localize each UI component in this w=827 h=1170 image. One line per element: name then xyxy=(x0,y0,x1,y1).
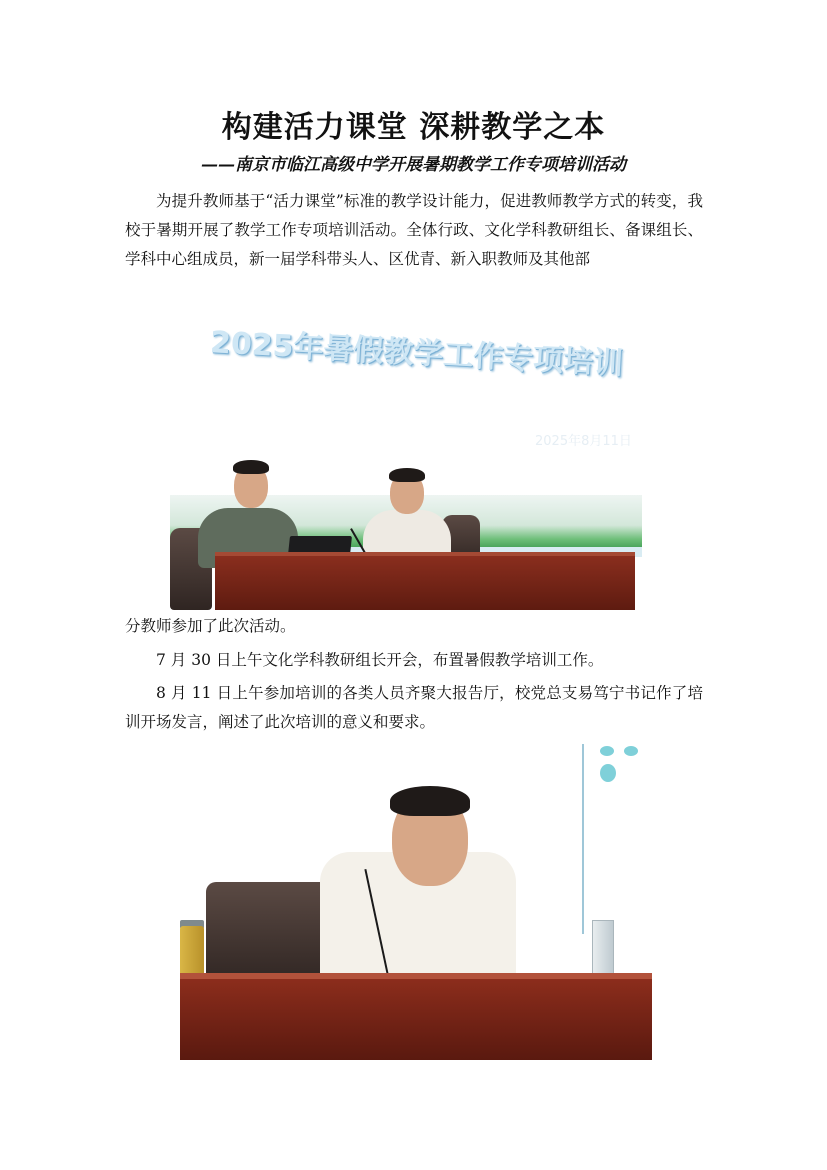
photo-speaker xyxy=(180,744,652,1060)
person-right-hair xyxy=(389,468,425,482)
screen-edge-line xyxy=(582,744,584,934)
paragraph-continued: 分教师参加了此次活动。 xyxy=(125,617,296,635)
paragraph-august-training: 8 月 11 日上午参加培训的各类人员齐聚大报告厅，校党总支易笃宁书记作了培训开场发言，阐述了此次培训的意义和要求。 xyxy=(125,684,703,731)
article-subtitle: ——南京市临江高级中学开展暑期教学工作专项培训活动 xyxy=(201,155,626,175)
water-glass xyxy=(592,920,614,976)
decor-dot xyxy=(600,764,616,782)
water-bottle xyxy=(180,926,204,978)
paragraph-july-meeting: 7 月 30 日上午文化学科教研组长开会，布置暑假教学培训工作。 xyxy=(156,651,604,669)
banner-date: 2025年8月11日 xyxy=(535,434,632,449)
decor-dot xyxy=(600,746,614,756)
article-title: 构建活力课堂 深耕教学之本 xyxy=(221,110,606,145)
person-left-hair xyxy=(233,460,269,474)
decor-dot xyxy=(624,746,638,756)
desk xyxy=(180,979,652,1060)
paragraph-intro: 为提升教师基于“活力课堂”标准的教学设计能力，促进教师教学方式的转变，我校于暑期开展了教学工作专项培训活动。全体行政、文化学科教研组长、备课组长、学科中心组成员，新一届学科带头人、区优青、新入职教师及其他部 xyxy=(125,192,703,268)
chair xyxy=(206,882,334,986)
speaker-hair xyxy=(390,786,470,816)
desk xyxy=(215,556,635,610)
banner-title: 2025年暑假教学工作专项培训 xyxy=(209,325,624,382)
photo-training-stage xyxy=(170,300,642,610)
